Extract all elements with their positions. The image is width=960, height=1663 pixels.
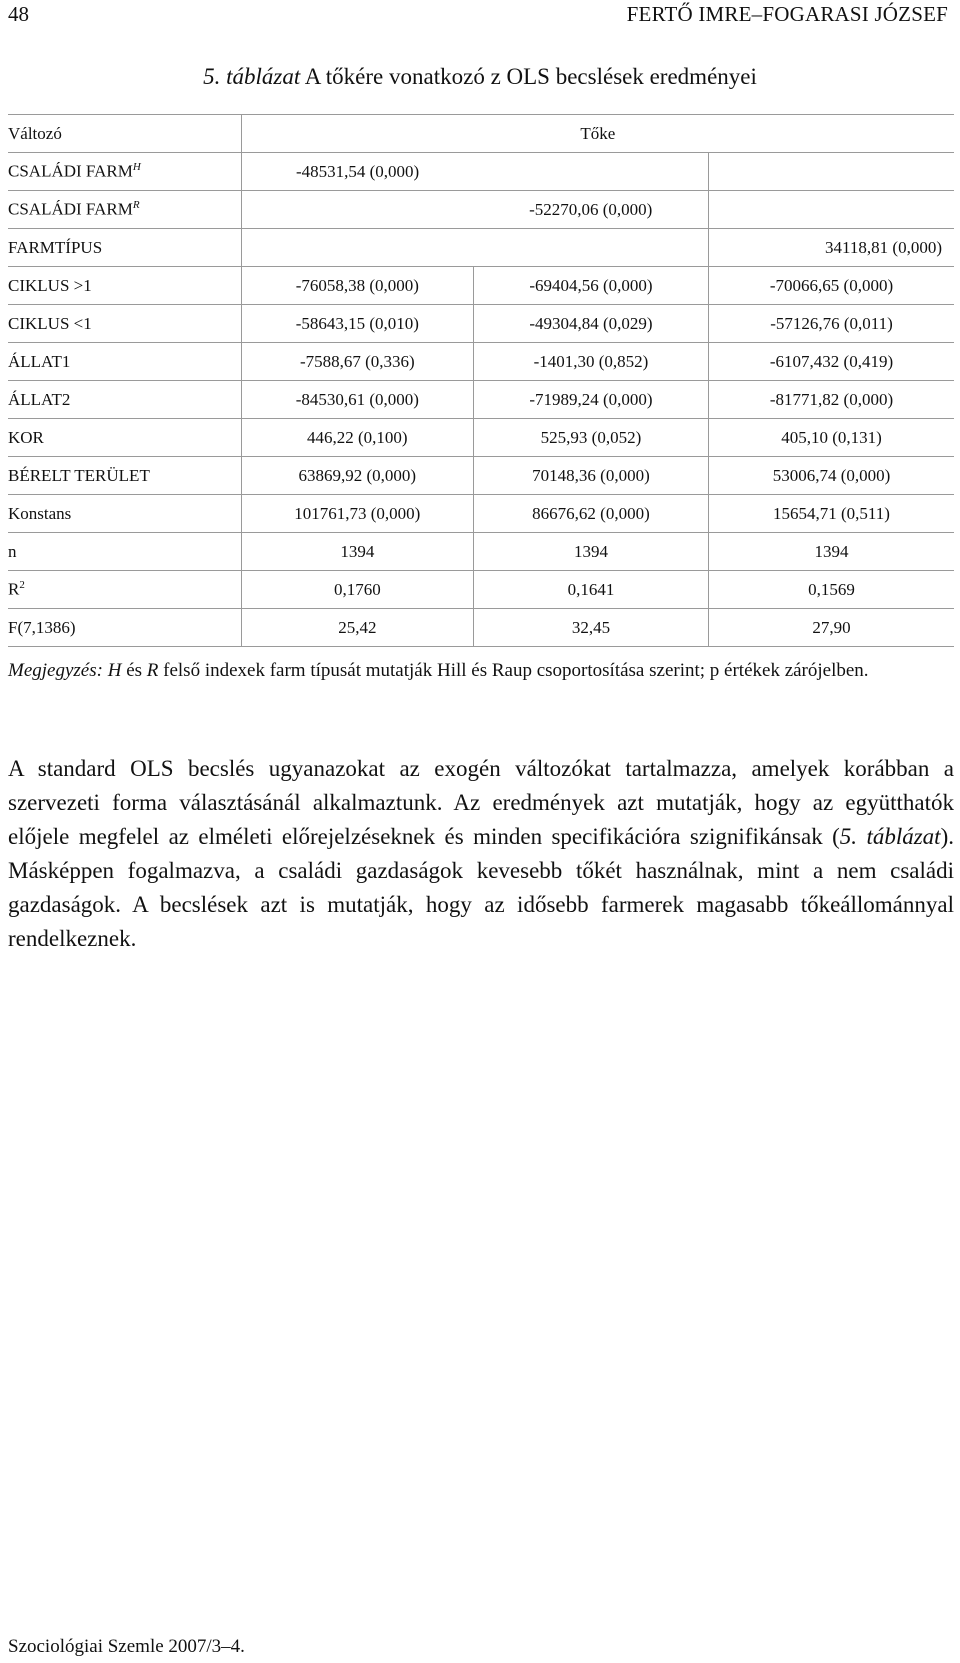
table-row [8,153,954,191]
table-row [8,343,954,381]
table-row [8,305,954,343]
table-caption [0,64,960,90]
table-row [8,457,954,495]
row-value-model-1: 63869,92 (0,000) [241,457,473,495]
row-variable-superscript: 2 [19,579,25,592]
row-value-model-3: -57126,76 (0,011) [709,305,955,343]
note-h: H [107,660,122,681]
note-r: R [146,660,159,681]
row-value-model-3 [709,191,955,229]
row-value-model-1: -58643,15 (0,010) [241,305,473,343]
row-variable-name: R [8,579,20,599]
row-value-model-1: 25,42 [241,609,473,647]
row-variable-cell [8,153,241,191]
row-value-model-2: 32,45 [473,609,708,647]
row-value-model-1: 0,1760 [241,571,473,609]
row-value-model-1: 446,22 (0,100) [241,419,473,457]
row-value-model-3: 34118,81 (0,000) [709,229,955,267]
journal-footer: Szociológiai Szemle 2007/3–4. [8,1636,245,1657]
table-row [8,533,954,571]
row-value-model-2: -52270,06 (0,000) [473,191,708,229]
row-value-model-3: 27,90 [709,609,955,647]
row-variable-cell [8,533,241,571]
paragraph-part-2: ). Másképpen fogalmazva, a családi gazdaságok kevesebb tőkét használnak, mint a nem családi gazdaságok. A becslések azt is mutatják, hogy az idősebb farmerek magasabb tőkeállománnyal rendelkeznek. [8,824,954,951]
page-number: 48 [8,2,29,26]
row-value-model-2: -71989,24 (0,000) [473,381,708,419]
row-value-model-1: -84530,61 (0,000) [241,381,473,419]
row-variable-cell [8,343,241,381]
table-row [8,229,954,267]
row-value-model-1: 1394 [241,533,473,571]
row-variable-cell [8,305,241,343]
row-variable-name: Konstans [8,503,72,523]
row-variable-cell [8,267,241,305]
row-value-model-2 [473,229,708,267]
table-caption-label: 5. táblázat [203,64,301,89]
row-value-model-2 [473,153,708,191]
row-variable-name: ÁLLAT1 [8,351,71,371]
row-value-model-3: -70066,65 (0,000) [709,267,955,305]
row-variable-name: n [8,541,17,561]
results-table [8,114,954,647]
row-value-model-2: 70148,36 (0,000) [473,457,708,495]
row-value-model-3: 405,10 (0,131) [709,419,955,457]
row-variable-name: F(7,1386) [8,617,76,637]
row-value-model-3: 1394 [709,533,955,571]
header-dependent: Tőke [241,115,954,153]
row-value-model-3: 0,1569 [709,571,955,609]
body-paragraph [8,752,954,956]
row-value-model-3: 15654,71 (0,511) [709,495,955,533]
row-variable-name: CIKLUS >1 [8,275,92,295]
header-variable: Változó [8,115,241,153]
table-row [8,495,954,533]
row-value-model-1: -7588,67 (0,336) [241,343,473,381]
row-value-model-1: -48531,54 (0,000) [241,153,473,191]
table-caption-title: A tőkére vonatkozó z OLS becslések eredményei [304,64,757,89]
row-value-model-3: -81771,82 (0,000) [709,381,955,419]
row-variable-superscript: R [132,199,140,212]
row-variable-name: ÁLLAT2 [8,389,71,409]
row-value-model-2: 86676,62 (0,000) [473,495,708,533]
row-value-model-1: 101761,73 (0,000) [241,495,473,533]
row-variable-cell [8,191,241,229]
row-value-model-1 [241,229,473,267]
row-variable-cell [8,571,241,609]
row-value-model-3: 53006,74 (0,000) [709,457,955,495]
row-value-model-2: -49304,84 (0,029) [473,305,708,343]
row-variable-cell [8,419,241,457]
paragraph-table-ref: 5. táblázat [839,824,941,849]
row-variable-superscript: H [132,161,141,174]
row-variable-name: BÉRELT TERÜLET [8,465,150,485]
row-value-model-1 [241,191,473,229]
table-row [8,191,954,229]
row-value-model-1: -76058,38 (0,000) [241,267,473,305]
table-row [8,609,954,647]
paragraph-part-1: A standard OLS becslés ugyanazokat az exogén változókat tartalmazza, amelyek korábban a szervezeti forma választásánál alkalmaztunk. Az eredmények azt mutatják, hogy az együtthatók előjele megfelel az elméleti előrejelzéseknek és minden specifikációra szignifikánsak ( [8,756,954,849]
row-variable-name: CIKLUS <1 [8,313,92,333]
row-variable-name: KOR [8,427,44,447]
note-label: Megjegyzés: [8,660,103,681]
row-variable-name: CSALÁDI FARM [8,199,133,219]
table-row [8,571,954,609]
row-variable-cell [8,457,241,495]
table-note [8,658,954,684]
row-variable-cell [8,229,241,267]
row-value-model-2: 1394 [473,533,708,571]
row-value-model-2: -1401,30 (0,852) [473,343,708,381]
table-row [8,419,954,457]
note-text: felső indexek farm típusát mutatják Hill és Raup csoportosítása szerint; p értékek zárójelben. [163,660,869,681]
row-value-model-2: 525,93 (0,052) [473,419,708,457]
row-value-model-2: 0,1641 [473,571,708,609]
table-row [8,267,954,305]
row-value-model-3: -6107,432 (0,419) [709,343,955,381]
row-variable-cell [8,495,241,533]
row-value-model-2: -69404,56 (0,000) [473,267,708,305]
table-row [8,381,954,419]
row-variable-cell [8,609,241,647]
note-and: és [126,660,143,681]
row-variable-name: CSALÁDI FARM [8,161,133,181]
row-value-model-3 [709,153,955,191]
row-variable-cell [8,381,241,419]
table-header-row [8,115,954,153]
row-variable-name: FARMTÍPUS [8,237,103,257]
running-header-authors: FERTŐ IMRE–FOGARASI JÓZSEF [626,2,948,26]
